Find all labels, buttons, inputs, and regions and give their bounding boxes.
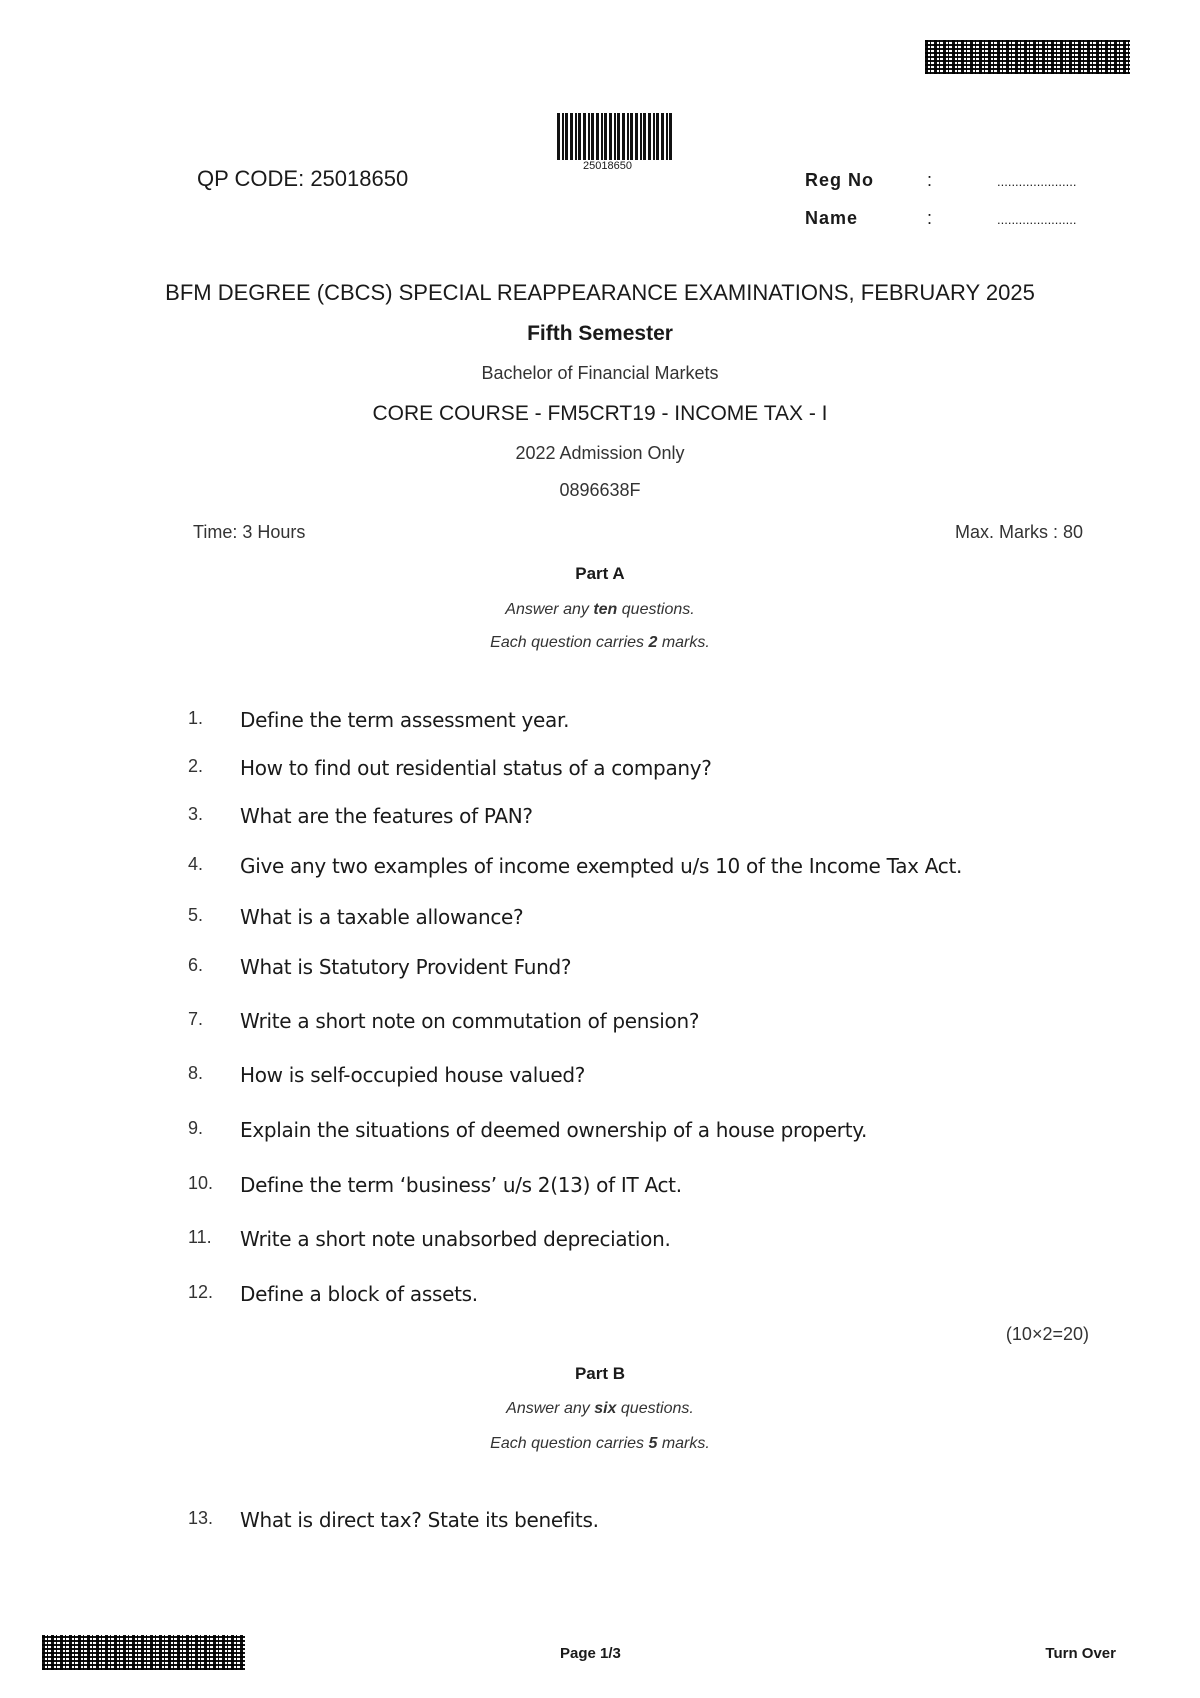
part-b-marks-note [0,1435,1200,1453]
question-number: 13. [188,1508,214,1528]
question-text: Define the term ‘business’ u/s 2(13) of IT Act. [240,1173,682,1197]
reg-no-label: Reg No [805,170,874,190]
part-b-instruction [0,1400,1200,1418]
part-b-marks-pre: Each question carries [490,1435,649,1452]
exam-title: BFM DEGREE (CBCS) SPECIAL REAPPEARANCE EXAMINATIONS, FEBRUARY 2025 [165,280,1035,305]
bottom-left-barcode [42,1635,245,1670]
part-b-marks-value: 5 [648,1435,658,1452]
question-number: 3. [188,804,204,824]
question-text: Define the term assessment year. [240,708,570,732]
question-number: 6. [188,955,204,975]
name-label: Name [805,208,859,228]
question-number: 7. [188,1009,204,1029]
part-a-marks-post: marks. [657,634,710,651]
course-title: CORE COURSE - FM5CRT19 - INCOME TAX - I [372,402,828,425]
part-a-marks-value: 2 [648,634,658,651]
part-a-marks-note [0,634,1200,652]
part-a-instruction-count: ten [593,601,618,618]
question-number: 9. [188,1118,204,1138]
qp-code-label: QP CODE: [197,166,305,191]
question-text: What is a taxable allowance? [240,905,524,929]
question-text: What is Statutory Provident Fund? [240,955,572,979]
top-right-barcode [925,40,1130,74]
reg-no-field[interactable]: ...................... [997,174,1077,189]
qp-code [197,166,408,192]
question-text: Define a block of assets. [240,1282,478,1306]
question-number: 11. [188,1227,212,1247]
question-text: Explain the situations of deemed ownership of a house property. [240,1118,868,1142]
programme: Bachelor of Financial Markets [481,363,719,383]
question-number: 12. [188,1282,214,1302]
question-text: Give any two examples of income exempted u/s 10 of the Income Tax Act. [240,854,963,878]
name-field[interactable]: ...................... [997,212,1077,227]
question-number: 10. [188,1173,214,1193]
part-a-instruction-pre: Answer any [505,601,594,618]
name-colon: : [927,208,933,228]
qp-barcode-number: 25018650 [583,160,632,172]
question-text: How to find out residential status of a company? [240,756,712,780]
page-number: Page 1/3 [560,1645,621,1662]
part-a-instruction-post: questions. [617,601,695,618]
turn-over-note: Turn Over [1045,1645,1116,1662]
question-number: 5. [188,905,204,925]
time-duration: Time: 3 Hours [193,522,306,542]
part-b-instruction-pre: Answer any [506,1400,595,1417]
max-marks: Max. Marks : 80 [954,522,1083,542]
part-a-title: Part A [575,564,625,583]
part-a-marks-pre: Each question carries [490,634,649,651]
part-b-marks-post: marks. [657,1435,710,1452]
paper-code: 0896638F [559,480,641,500]
part-b-instruction-count: six [594,1400,617,1417]
qp-barcode [557,113,674,160]
question-number: 4. [188,854,204,874]
question-number: 1. [188,708,204,728]
question-text: Write a short note on commutation of pension? [240,1009,700,1033]
admission-note: 2022 Admission Only [515,443,685,463]
question-text: Write a short note unabsorbed depreciation. [240,1227,671,1251]
question-text: What is direct tax? State its benefits. [240,1508,599,1532]
question-text: What are the features of PAN? [240,804,533,828]
qp-code-value: 25018650 [310,166,409,191]
question-number: 2. [188,756,204,776]
semester: Fifth Semester [527,322,673,345]
part-b-title: Part B [574,1364,626,1383]
part-b-instruction-post: questions. [616,1400,694,1417]
question-number: 8. [188,1063,204,1083]
part-a-instruction [0,601,1200,619]
question-text: How is self-occupied house valued? [240,1063,586,1087]
reg-no-colon: : [927,170,933,190]
part-a-marks-summary: (10×2=20) [1005,1324,1089,1344]
